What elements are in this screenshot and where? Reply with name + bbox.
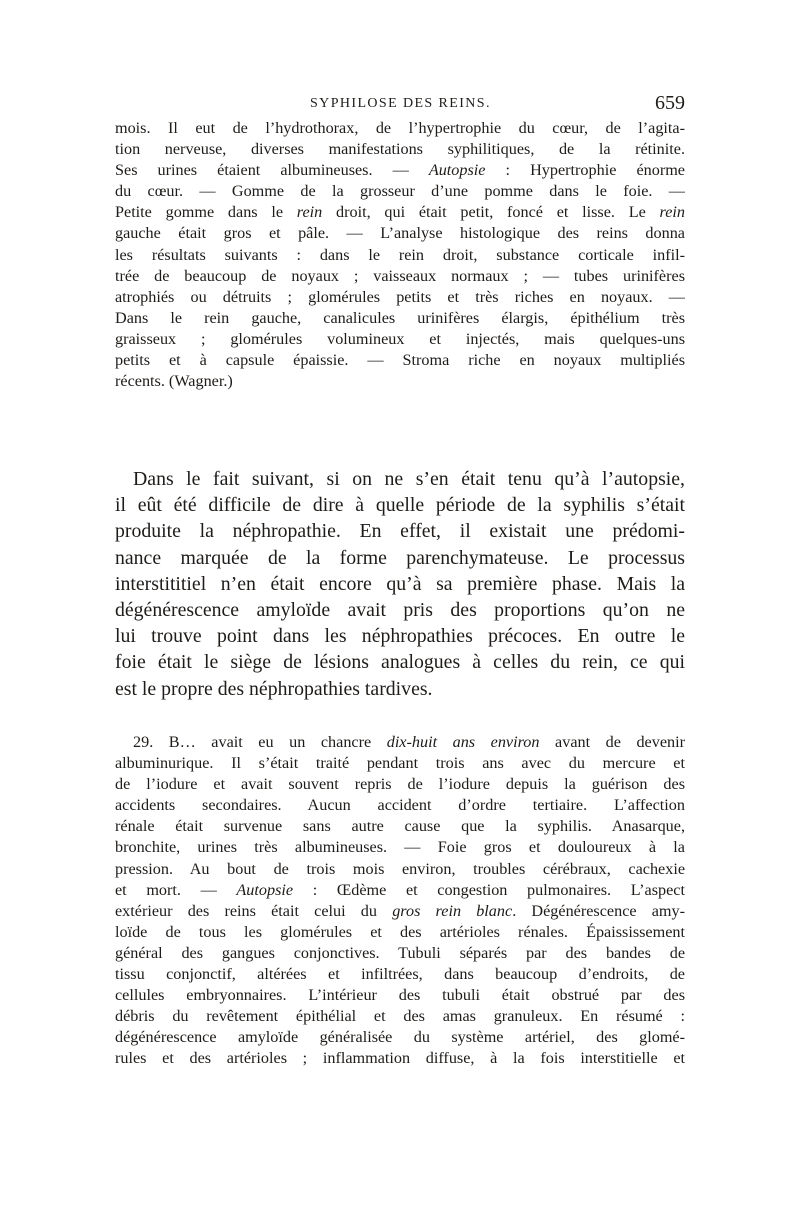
case-29-report — [115, 732, 685, 1070]
text-line: atrophiés ou détruits ; glomérules petits et très riches en noyaux. — — [115, 287, 685, 306]
text-line: lui trouve point dans les néphropathies précoces. En outre le — [115, 625, 685, 648]
text-line: mois. Il eut de l’hydrothorax, de l’hypertrophie du cœur, de l’agita- — [115, 119, 685, 137]
text-line: graisseux ; glomérules volumineux et injectés, mais quelques-uns — [115, 329, 685, 348]
text-line: trée de beaucoup de noyaux ; vaisseaux normaux ; — tubes urinifères — [115, 266, 685, 285]
text-line: de l’iodure et avait souvent repris de l’iodure depuis la guérison des — [115, 775, 685, 794]
text-line: rules et des artérioles ; inflammation diffuse, à la fois interstitielle et — [115, 1049, 685, 1068]
text-line: Dans le fait suivant, si on ne s’en était tenu qu’à l’autopsie, — [133, 468, 685, 490]
text-line: produite la néphropathie. En effet, il existait une prédomi- — [115, 520, 685, 543]
text-line: 29. B… avait eu un chancre dix-huit ans environ avant de devenir — [133, 733, 685, 751]
text-line: Petite gomme dans le rein droit, qui était petit, foncé et lisse. Le rein — [115, 203, 686, 222]
text-line: dégénérescence amyloïde généralisée du système artériel, des glomé- — [115, 1028, 685, 1047]
text-line: Dans le rein gauche, canalicules urinifères élargis, épithélium très — [115, 308, 685, 327]
text-line: bronchite, urines très albumineuses. — Foie gros et douloureux à la — [115, 838, 685, 857]
text-line: du cœur. — Gomme de la grosseur d’une pomme dans le foie. — — [115, 182, 685, 201]
text-line: albuminurique. Il s’était traité pendant trois ans avec du mercure et — [115, 754, 685, 773]
page-header — [115, 92, 685, 120]
text-line: pression. Au bout de trois mois environ, troubles cérébraux, cachexie — [115, 859, 685, 878]
text-line: les résultats suivants : dans le rein droit, substance corticale infil- — [115, 245, 685, 264]
text-line: extérieur des reins était celui du gros rein blanc. Dégénérescence amy- — [115, 901, 686, 920]
text-line: général des gangues conjonctives. Tubuli séparés par des bandes de — [115, 943, 685, 962]
text-line: nance marquée de la forme parenchymateuse. Le processus — [115, 546, 685, 569]
text-line: rénale était survenue sans autre cause que la syphilis. Anasarque, — [115, 817, 685, 836]
text-line: gauche était gros et pâle. — L’analyse histologique des reins donna — [115, 224, 685, 243]
text-line: loïde de tous les glomérules et des artérioles rénales. Épaississement — [115, 922, 685, 941]
text-line: cellules embryonnaires. L’intérieur des tubuli était obstrué par des — [115, 986, 685, 1005]
text-line: accidents secondaires. Aucun accident d’ordre tertiaire. L’affection — [115, 796, 685, 815]
text-line: Ses urines étaient albumineuses. — Autopsie : Hypertrophie énorme — [115, 161, 685, 180]
commentary-paragraph — [115, 466, 685, 702]
case-report-end — [115, 118, 685, 392]
text-line: débris du revêtement épithélial et des amas granuleux. En résumé : — [115, 1007, 685, 1026]
text-line: foie était le siège de lésions analogues à celles du rein, ce qui — [115, 651, 685, 674]
text-line: interstititiel n’en était encore qu’à sa première phase. Mais la — [115, 572, 685, 595]
text-line: tissu conjonctif, altérées et infiltrées, dans beaucoup d’endroits, de — [115, 965, 685, 984]
text-line: récents. (Wagner.) — [115, 372, 233, 391]
page-number: 659 — [655, 92, 685, 114]
text-line: et mort. — Autopsie : Œdème et congestion pulmonaires. L’aspect — [115, 880, 685, 899]
text-line: tion nerveuse, diverses manifestations syphilitiques, de la rétinite. — [115, 140, 685, 159]
text-line: dégénérescence amyloïde avait pris des proportions qu’on ne — [115, 599, 685, 622]
text-line: il eût été difficile de dire à quelle période de la syphilis s’était — [115, 494, 685, 517]
running-title: SYPHILOSE DES REINS. — [310, 96, 491, 111]
text-line: petits et à capsule épaissie. — Stroma riche en noyaux multipliés — [115, 351, 685, 370]
text-line: est le propre des néphropathies tardives. — [115, 677, 433, 700]
